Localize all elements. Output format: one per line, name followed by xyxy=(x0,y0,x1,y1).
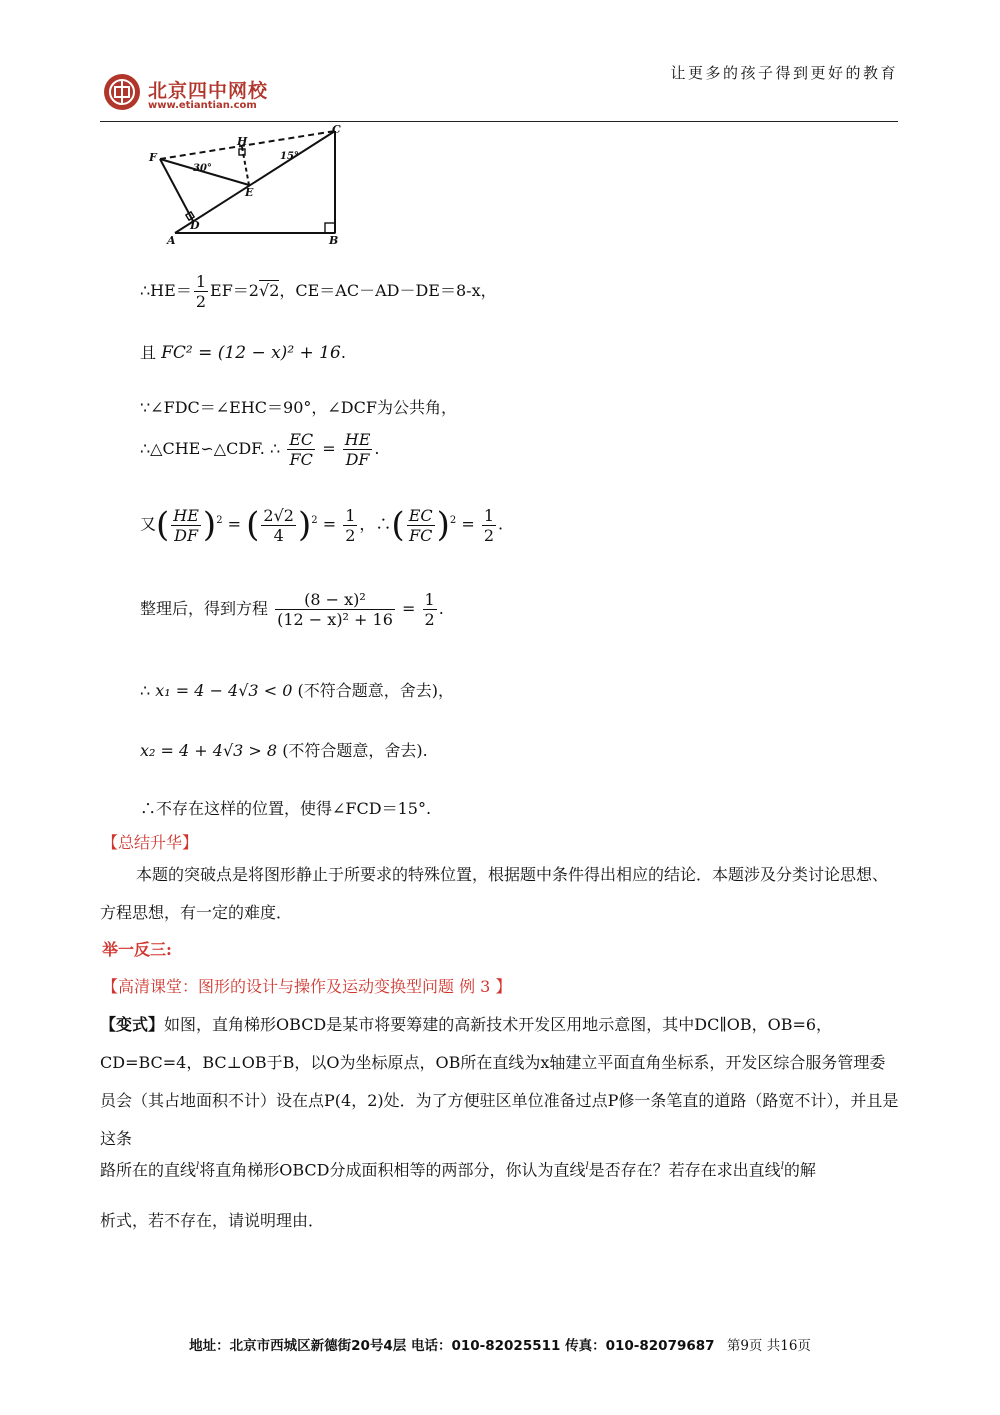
label-B: B xyxy=(329,234,339,247)
l7-prefix: ∴ xyxy=(140,681,151,700)
variant-text-2a: 路所在的直线 xyxy=(100,1160,197,1180)
l8-formula: x₂ = 4 + 4√3 > 8 xyxy=(140,741,278,760)
l5-prefix: 又 xyxy=(140,514,157,534)
angle-15: 15° xyxy=(280,151,299,162)
variant-line-end: 析式，若不存在，请说明理由． xyxy=(100,1211,325,1230)
logo-url: www.etiantian.com xyxy=(148,100,257,111)
geometry-figure xyxy=(145,123,365,248)
l5-num3: EC xyxy=(408,505,433,525)
l7-note: (不符合题意，舍去)， xyxy=(297,681,454,700)
variant-text-2b: 将直角梯形OBCD分成面积相等的两部分，你认为直线 xyxy=(199,1160,586,1180)
l5-num1: HE xyxy=(173,505,199,525)
l1-den: 2 xyxy=(195,292,207,311)
l2-prefix: 且 xyxy=(140,343,157,362)
angle-30: 30° xyxy=(193,163,212,174)
variant-text-2c: 是否存在？若存在求出直线 xyxy=(588,1160,781,1180)
l5-rhs-num: 1 xyxy=(483,505,495,525)
line-angles: ∵∠FDC＝∠EHC＝90°，∠DCF为公共角， xyxy=(140,398,457,417)
label-F: F xyxy=(149,151,157,164)
l5-end: . xyxy=(498,514,504,534)
logo-emblem-icon xyxy=(102,72,142,112)
label-E: E xyxy=(245,186,254,199)
l1-num: 1 xyxy=(195,272,207,291)
l7-formula: x₁ = 4 − 4√3 < 0 xyxy=(155,681,293,700)
line-x2 xyxy=(140,738,428,761)
label-C: C xyxy=(332,123,341,136)
line-equation: 整理后，得到方程 $\frac{\text{(8 − x)²}}{\text{(12 − x)² + 16}}$ = $\frac{1}{2}$ . xyxy=(140,590,444,629)
school-logo xyxy=(102,72,302,116)
summary-text: 本题的突破点是将图形静止于所要求的特殊位置，根据题中条件得出相应的结论．本题涉及分类讨论思想、方程思想，有一定的难度． xyxy=(100,865,889,922)
l5-den2: 4 xyxy=(273,525,284,545)
summary-title: 【总结升华】 xyxy=(102,833,199,852)
l-symbol-1: l xyxy=(196,1161,200,1172)
l6-den: (12 − x)² + 16 xyxy=(277,610,393,629)
footer-page: 第9页 共16页 xyxy=(726,1338,811,1354)
line-fc xyxy=(140,340,346,363)
l5-den3: FC xyxy=(408,525,433,545)
l2-end: . xyxy=(340,343,346,362)
variant-label: 【变式】 xyxy=(100,1015,165,1034)
practice-title: 举一反三: xyxy=(102,940,172,959)
line-x1 xyxy=(140,678,454,701)
l4-end: . xyxy=(374,439,380,458)
l4-den2: DF xyxy=(345,450,370,469)
header-slogan: 让更多的孩子得到更好的教育 xyxy=(670,64,898,82)
line-conclusion: ∴不存在这样的位置，使得∠FCD＝15°. xyxy=(140,799,432,818)
l5-half-den: 2 xyxy=(345,525,356,545)
l4-therefore: ∴ xyxy=(269,439,281,458)
header-divider xyxy=(100,121,898,122)
l6-rhs-num: 1 xyxy=(424,590,435,609)
variant-line-l xyxy=(100,1148,900,1189)
line-he: ∴HE＝ $\frac{1}{2}$ EF＝2√2，CE＝AC－AD－DE＝8-x， xyxy=(140,272,497,311)
l2-formula: FC² = (12 − x)² + 16 xyxy=(161,343,341,363)
l6-rhs-den: 2 xyxy=(424,610,435,629)
l4-prefix: ∴△CHE∽△CDF. xyxy=(140,439,265,458)
l4-den1: FC xyxy=(289,450,313,469)
l4-num2: HE xyxy=(344,430,371,449)
page-footer xyxy=(0,1334,1000,1354)
line-similar: ∴△CHE∽△CDF. ∴ $\frac{EC}{FC}$ = $\frac{HE}{DF}$ . xyxy=(140,430,380,469)
l5-num2: 2√2 xyxy=(263,505,294,525)
l8-note: (不符合题意，舍去). xyxy=(282,741,428,760)
l1-mid: EF＝2 xyxy=(210,281,259,300)
l5-therefore: ，∴ xyxy=(359,514,392,534)
l6-end: . xyxy=(438,599,444,618)
variant-text-2d: 的解 xyxy=(783,1160,816,1180)
label-H: H xyxy=(237,135,248,148)
course-title: 【高清课堂：图形的设计与操作及运动变换型问题 例 3 】 xyxy=(102,977,512,996)
l5-rhs-den: 2 xyxy=(483,525,495,545)
l6-prefix: 整理后，得到方程 xyxy=(140,599,269,618)
footer-address: 地址：北京市西城区新德街20号4层 电话：010-82025511 传真：010-82079687 xyxy=(189,1338,715,1354)
l1-sqrt: 2 xyxy=(269,281,280,300)
label-D: D xyxy=(190,219,200,232)
l5-den1: DF xyxy=(174,525,199,545)
logo-text: 北京四中网校 xyxy=(148,80,269,102)
l-symbol-2: l xyxy=(585,1161,589,1172)
variant-text-1: 如图，直角梯形OBCD是某市将要筹建的高新技术开发区用地示意图，其中DC∥OB，OB=6，CD=BC=4，BC⊥OB于B，以O为坐标原点，OB所在直线为x轴建立平面直角坐标系，开发区综合服务管理委员会（其占地面积不计）设在点P(4，2)处．为了方便驻区单位准备过点P修一条笔直的道路（路宽不计），并且是这条 xyxy=(100,1015,899,1148)
l5-half-num: 1 xyxy=(345,505,356,525)
l4-num1: EC xyxy=(289,430,314,449)
line-ratio: 又( $\frac{HE}{DF}$ )$^2$ = ( $\frac{2√2}{4}$ )$^2$ = $\frac{1}{2}$ ，∴( $\frac{EC}{FC}$ )$^2$ = $\frac{1}{2}$ . xyxy=(140,505,504,545)
l6-num: (8 − x)² xyxy=(275,590,395,610)
l1-prefix: ∴HE＝ xyxy=(140,281,192,300)
l-symbol-3: l xyxy=(780,1161,784,1172)
l1-rest: ，CE＝AC－AD－DE＝8-x， xyxy=(279,281,497,300)
label-A: A xyxy=(167,234,176,247)
variant-paragraph xyxy=(100,1006,900,1158)
